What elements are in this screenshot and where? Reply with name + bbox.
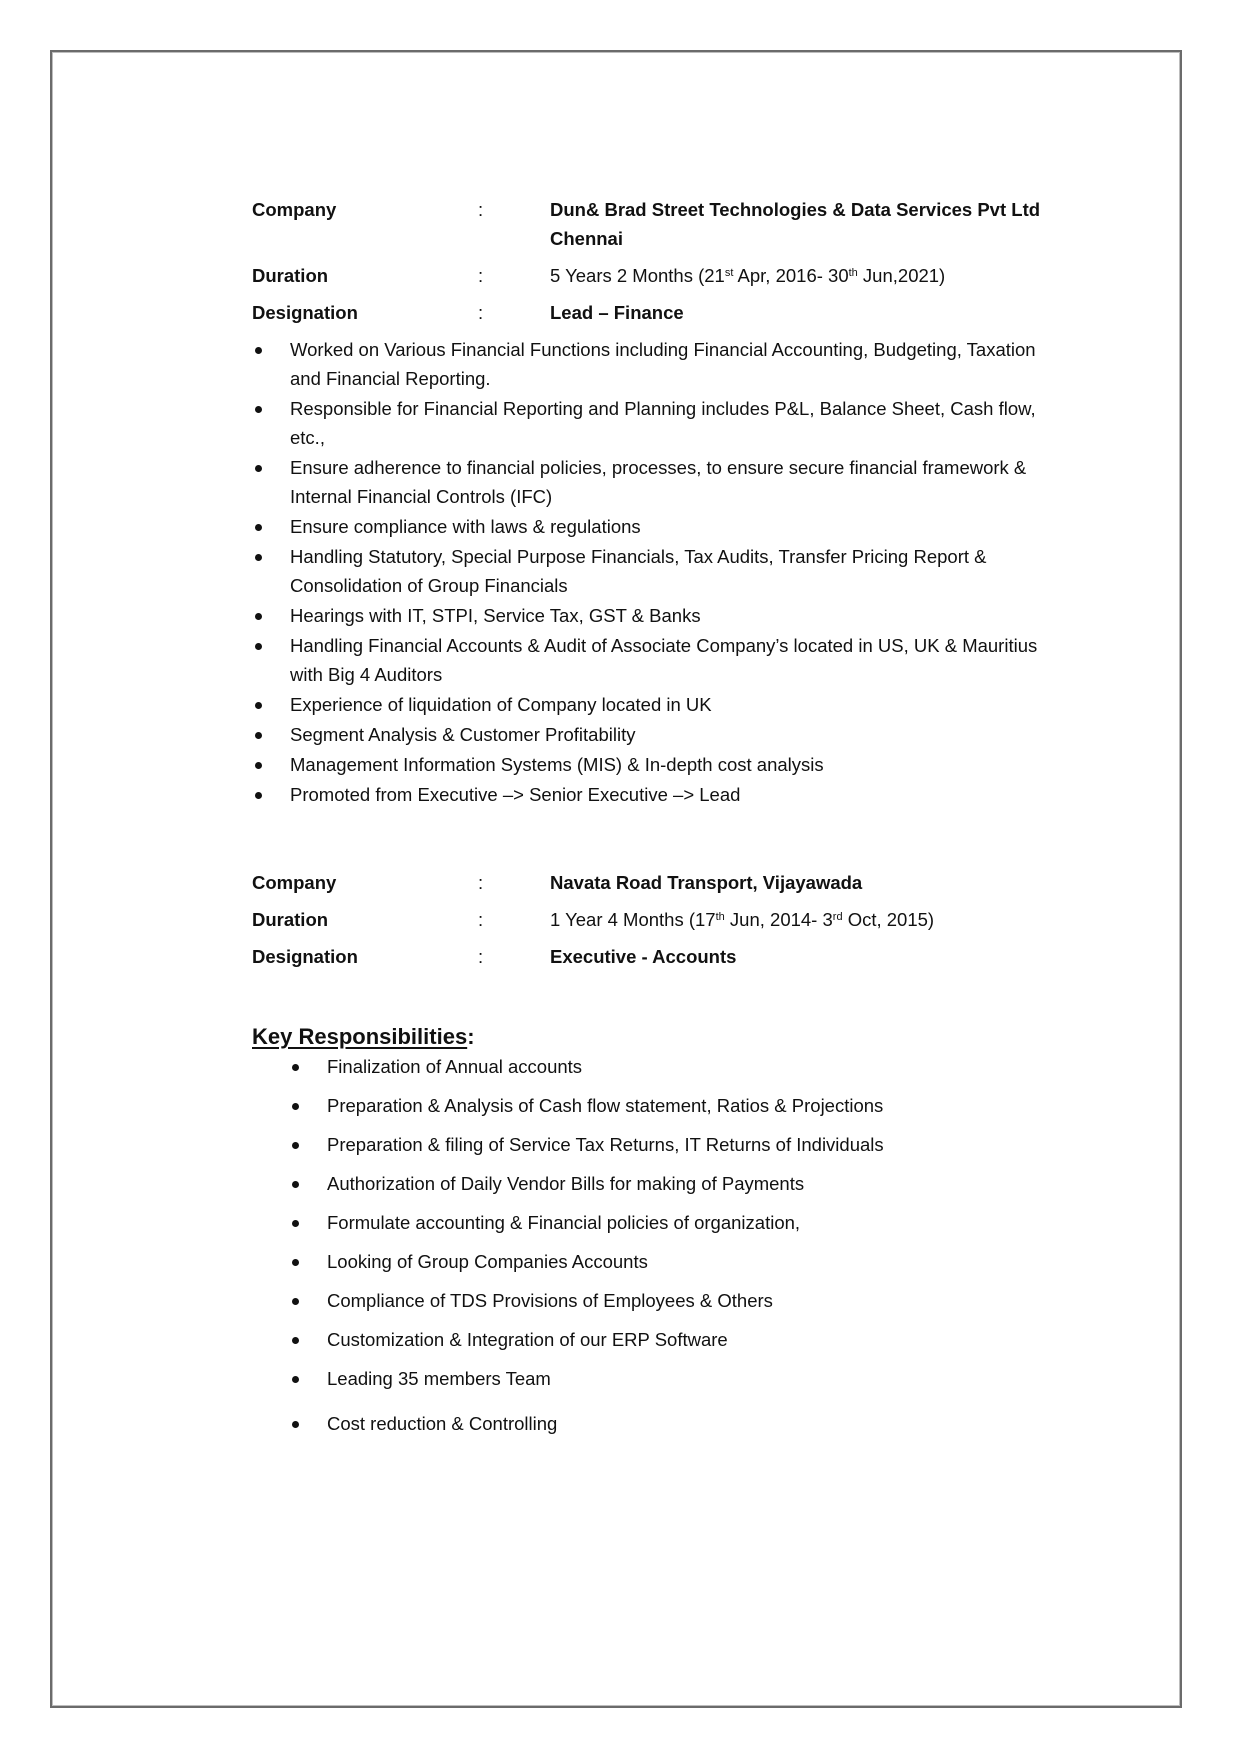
list-item-text: Looking of Group Companies Accounts [327,1251,648,1272]
list-item [252,690,1062,719]
duration-sup: th [848,266,858,279]
list-item-text: Responsible for Financial Reporting and Planning includes P&L, Balance Sheet, Cash flow, etc., [290,398,1036,448]
list-item [252,542,1062,600]
job1-designation-row [252,298,1062,327]
list-item [289,1169,1062,1198]
list-item [289,1325,1062,1354]
duration-part: Jun, 2014- 3 [724,909,833,930]
list-item-text: Formulate accounting & Financial policies of organization, [327,1212,801,1233]
list-item-text: Experience of liquidation of Company located in UK [290,694,712,715]
key-responsibilities-heading [252,1022,1062,1052]
job2-company-row [252,868,1062,897]
colon: : [478,872,484,893]
list-item [252,750,1062,779]
list-item-text: Leading 35 members Team [327,1368,551,1389]
key-responsibilities-list [252,1052,1062,1438]
list-item-text: Handling Statutory, Special Purpose Financials, Tax Audits, Transfer Pricing Report & Consolidation of Group Financials [290,546,987,596]
company-label: Company [252,872,337,893]
job1-responsibilities-list [252,335,1062,809]
list-item [289,1409,1062,1438]
bullet-icon [255,762,262,769]
list-item [289,1247,1062,1276]
colon: : [478,265,484,286]
bullet-icon [292,1337,299,1344]
bullet-icon [292,1376,299,1383]
resume-content [252,195,1062,1448]
list-item [252,335,1062,393]
list-item-text: Handling Financial Accounts & Audit of Associate Company’s located in US, UK & Mauritius with Big 4 Auditors [290,635,1038,685]
duration-label: Duration [252,909,329,930]
list-item-text: Authorization of Daily Vendor Bills for making of Payments [327,1173,805,1194]
duration-value [550,905,1062,934]
bullet-icon [292,1181,299,1188]
list-item-text: Ensure compliance with laws & regulations [290,516,641,537]
bullet-icon [292,1220,299,1227]
duration-part: Jun,2021) [857,265,946,286]
list-item-text: Management Information Systems (MIS) & In-depth cost analysis [290,754,824,775]
duration-part: 5 Years 2 Months (21 [550,265,725,286]
list-item-text: Preparation & Analysis of Cash flow statement, Ratios & Projections [327,1095,884,1116]
bullet-icon [292,1142,299,1149]
bullet-icon [292,1259,299,1266]
list-item-text: Hearings with IT, STPI, Service Tax, GST & Banks [290,605,701,626]
heading-text: Key Responsibilities [252,1024,468,1049]
bullet-icon [292,1298,299,1305]
colon: : [478,946,484,967]
list-item [252,512,1062,541]
duration-sup: rd [832,910,843,923]
bullet-icon [255,792,262,799]
bullet-icon [255,347,262,354]
list-item [252,780,1062,809]
bullet-icon [292,1103,299,1110]
company-label: Company [252,199,337,220]
duration-part: Oct, 2015) [842,909,935,930]
duration-value [550,261,1062,290]
bullet-icon [255,554,262,561]
bullet-icon [255,643,262,650]
bullet-icon [255,702,262,709]
list-item-text: Cost reduction & Controlling [327,1413,558,1434]
list-item [289,1286,1062,1315]
bullet-icon [255,524,262,531]
designation-label: Designation [252,946,358,967]
company-value: Navata Road Transport, Vijayawada [550,872,863,893]
list-item-text: Compliance of TDS Provisions of Employees & Others [327,1290,773,1311]
list-item [289,1091,1062,1120]
list-item [252,631,1062,689]
job2-duration-row [252,905,1062,934]
bullet-icon [255,732,262,739]
list-item [252,453,1062,511]
job2-info [252,868,1062,971]
list-item-text: Customization & Integration of our ERP Software [327,1329,728,1350]
list-item [289,1130,1062,1159]
list-item [289,1052,1062,1081]
list-item [252,601,1062,630]
bullet-icon [255,613,262,620]
heading-suffix: : [467,1024,475,1049]
list-item-text: Preparation & filing of Service Tax Returns, IT Returns of Individuals [327,1134,884,1155]
bullet-icon [255,465,262,472]
designation-value: Executive - Accounts [550,946,737,967]
duration-part: Apr, 2016- 30 [733,265,849,286]
duration-sup: th [715,910,725,923]
list-item [289,1364,1062,1393]
job1-company-row [252,195,1062,253]
list-item-text: Worked on Various Financial Functions including Financial Accounting, Budgeting, Taxation and Financial Reporting. [290,339,1036,389]
duration-sup: st [724,266,734,279]
list-item-text: Promoted from Executive –> Senior Executive –> Lead [290,784,741,805]
colon: : [478,909,484,930]
list-item [252,394,1062,452]
designation-label: Designation [252,302,358,323]
list-item-text: Finalization of Annual accounts [327,1056,583,1077]
list-item [289,1208,1062,1237]
job1-duration-row [252,261,1062,290]
colon: : [478,302,484,323]
bullet-icon [255,406,262,413]
bullet-icon [292,1064,299,1071]
duration-part: 1 Year 4 Months (17 [550,909,716,930]
list-item [252,720,1062,749]
list-item-text: Segment Analysis & Customer Profitability [290,724,636,745]
duration-label: Duration [252,265,329,286]
designation-value: Lead – Finance [550,302,684,323]
bullet-icon [292,1421,299,1428]
job2-designation-row [252,942,1062,971]
colon: : [478,199,484,220]
list-item-text: Ensure adherence to financial policies, processes, to ensure secure financial framework & Internal Financial Controls (IFC) [290,457,1027,507]
company-value: Dun& Brad Street Technologies & Data Services Pvt Ltd Chennai [550,199,1041,249]
job1-info [252,195,1062,327]
